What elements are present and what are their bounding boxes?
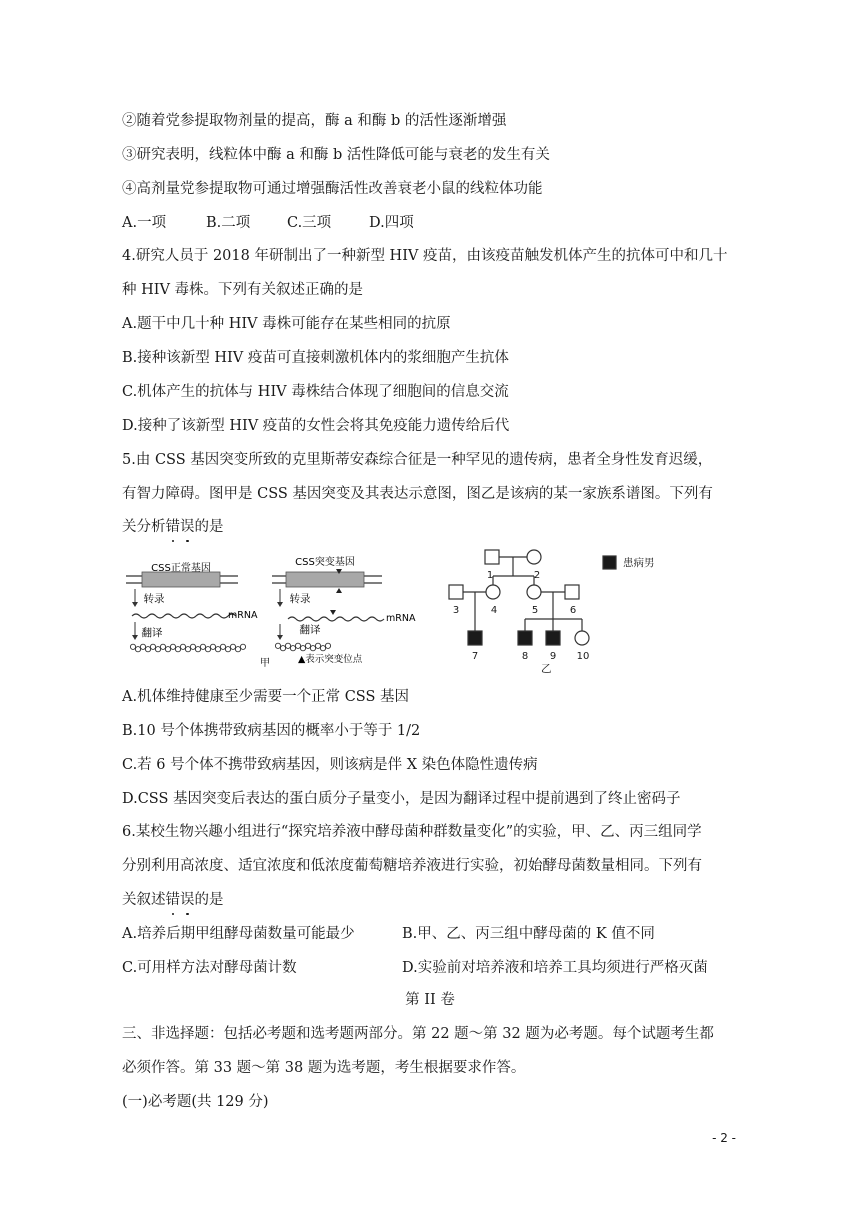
individual-5 [527,585,541,599]
q3-option-a: A.一项 [122,215,167,231]
part-two-title: 第 II 卷 [405,992,455,1008]
section-three-line1: 三、非选择题：包括必考题和选考题两部分。第 22 题～第 32 题为必考题。每个试题考生都 [122,1026,714,1042]
q4-option-d: D.接种了该新型 HIV 疫苗的女性会将其免疫能力遗传给后代 [122,418,510,434]
transcription-label: 转录 [289,593,311,605]
q5-stem-line2: 有智力障碍。图甲是 CSS 基因突变及其表达示意图，图乙是该病的某一家族系谱图。下列有 [122,486,713,502]
mutant-gene-label: CSS突变基因 [295,557,355,568]
normal-gene-label: CSS正常基因 [151,563,211,574]
individual-8 [518,631,532,645]
q6-option-d: D.实验前对培养液和培养工具均须进行严格灭菌 [402,960,708,976]
q3-statement-2: ②随着党参提取物剂量的提高，酶 a 和酶 b 的活性逐渐增强 [122,113,507,129]
figure-jia-label: 甲 [260,658,270,669]
q4-stem-line2: 种 HIV 毒株。下列有关叙述正确的是 [122,282,364,298]
q6-stem-line1: 6.某校生物兴趣小组进行“探究培养液中酵母菌种群数量变化”的实验，甲、乙、丙三组同学 [122,824,702,840]
q5-option-d: D.CSS 基因突变后表达的蛋白质分子量变小，是因为翻译过程中提前遇到了终止密码子 [122,791,681,807]
svg-text:10: 10 [576,651,590,662]
svg-text:1: 1 [486,570,494,581]
individual-6 [565,585,579,599]
mutation-note: ▲表示突变位点 [298,654,363,665]
q5-option-a: A.机体维持健康至少需要一个正常 CSS 基因 [122,689,410,705]
svg-text:5: 5 [531,605,539,616]
translation-label: 翻译 [299,624,321,636]
individual-3 [449,585,463,599]
individual-2 [527,550,541,564]
protein-chain [130,644,245,652]
mrna-label: mRNA [386,613,416,624]
q5-figure [120,545,700,675]
normal-gene-diagram [126,561,258,652]
section-three-line2: 必须作答。第 33 题～第 38 题为选考题，考生根据要求作答。 [122,1060,526,1076]
svg-text:4: 4 [490,605,498,616]
individual-9 [546,631,560,645]
translation-label: 翻译 [141,627,163,639]
svg-text:6: 6 [569,605,577,616]
q4-option-c: C.机体产生的抗体与 HIV 毒株结合体现了细胞间的信息交流 [122,384,509,400]
svg-text:3: 3 [452,605,460,616]
q5-option-b: B.10 号个体携带致病基因的概率小于等于 1/2 [122,723,421,739]
svg-text:8: 8 [521,651,529,662]
protein-chain-short [275,643,330,651]
individual-4 [486,585,500,599]
individual-10 [575,631,589,645]
page-number: - 2 - [712,1131,736,1145]
pedigree-chart [449,550,616,645]
q4-option-a: A.题干中几十种 HIV 毒株可能存在某些相同的抗原 [122,316,451,332]
q3-option-d: D.四项 [369,215,414,231]
mutation-marker [336,588,342,593]
emphasis-dot-char: 误 [180,519,195,535]
q5-option-c: C.若 6 号个体不携带致病基因，则该病是伴 X 染色体隐性遗传病 [122,757,538,773]
legend-label: 患病男 [623,557,655,569]
figure-yi-label: 乙 [541,663,552,675]
q6-option-a: A.培养后期甲组酵母菌数量可能最少 [122,926,355,942]
q3-option-c: C.三项 [287,215,332,231]
mutation-marker [330,610,336,615]
q4-option-b: B.接种该新型 HIV 疫苗可直接刺激机体内的浆细胞产生抗体 [122,350,509,366]
svg-text:9: 9 [549,651,557,662]
emphasis-dot-char: 误 [180,892,195,908]
q6-option-b: B.甲、乙、丙三组中酵母菌的 K 值不同 [402,926,655,942]
mutant-gene-diagram [260,555,416,669]
emphasis-dot-char: 错 [165,892,180,908]
individual-7 [468,631,482,645]
q3-statement-4: ④高剂量党参提取物可通过增强酶活性改善衰老小鼠的线粒体功能 [122,181,543,197]
q3-option-b: B.二项 [206,215,251,231]
required-section-heading: (一)必考题(共 129 分) [122,1094,269,1110]
svg-text:2: 2 [533,570,541,581]
q5-stem-line3: 关分析错误的是 [122,519,224,535]
q6-stem-line2: 分别利用高浓度、适宜浓度和低浓度葡萄糖培养液进行实验，初始酵母菌数量相同。下列有 [122,858,702,874]
q5-stem-line1: 5.由 CSS 基因突变所致的克里斯蒂安森综合征是一种罕见的遗传病，患者全身性发育迟缓， [122,452,713,468]
mrna-label: mRNA [228,610,258,621]
q4-stem-line1: 4.研究人员于 2018 年研制出了一种新型 HIV 疫苗，由该疫苗触发机体产生的抗体可中和几十 [122,248,728,264]
q3-statement-3: ③研究表明，线粒体中酶 a 和酶 b 活性降低可能与衰老的发生有关 [122,147,550,163]
individual-1 [485,550,499,564]
q6-stem-line3: 关叙述错误的是 [122,892,224,908]
emphasis-dot-char: 错 [165,519,180,535]
svg-text:7: 7 [471,651,479,662]
q6-option-c: C.可用样方法对酵母菌计数 [122,960,297,976]
legend-affected-male [603,556,616,569]
transcription-label: 转录 [143,593,165,605]
